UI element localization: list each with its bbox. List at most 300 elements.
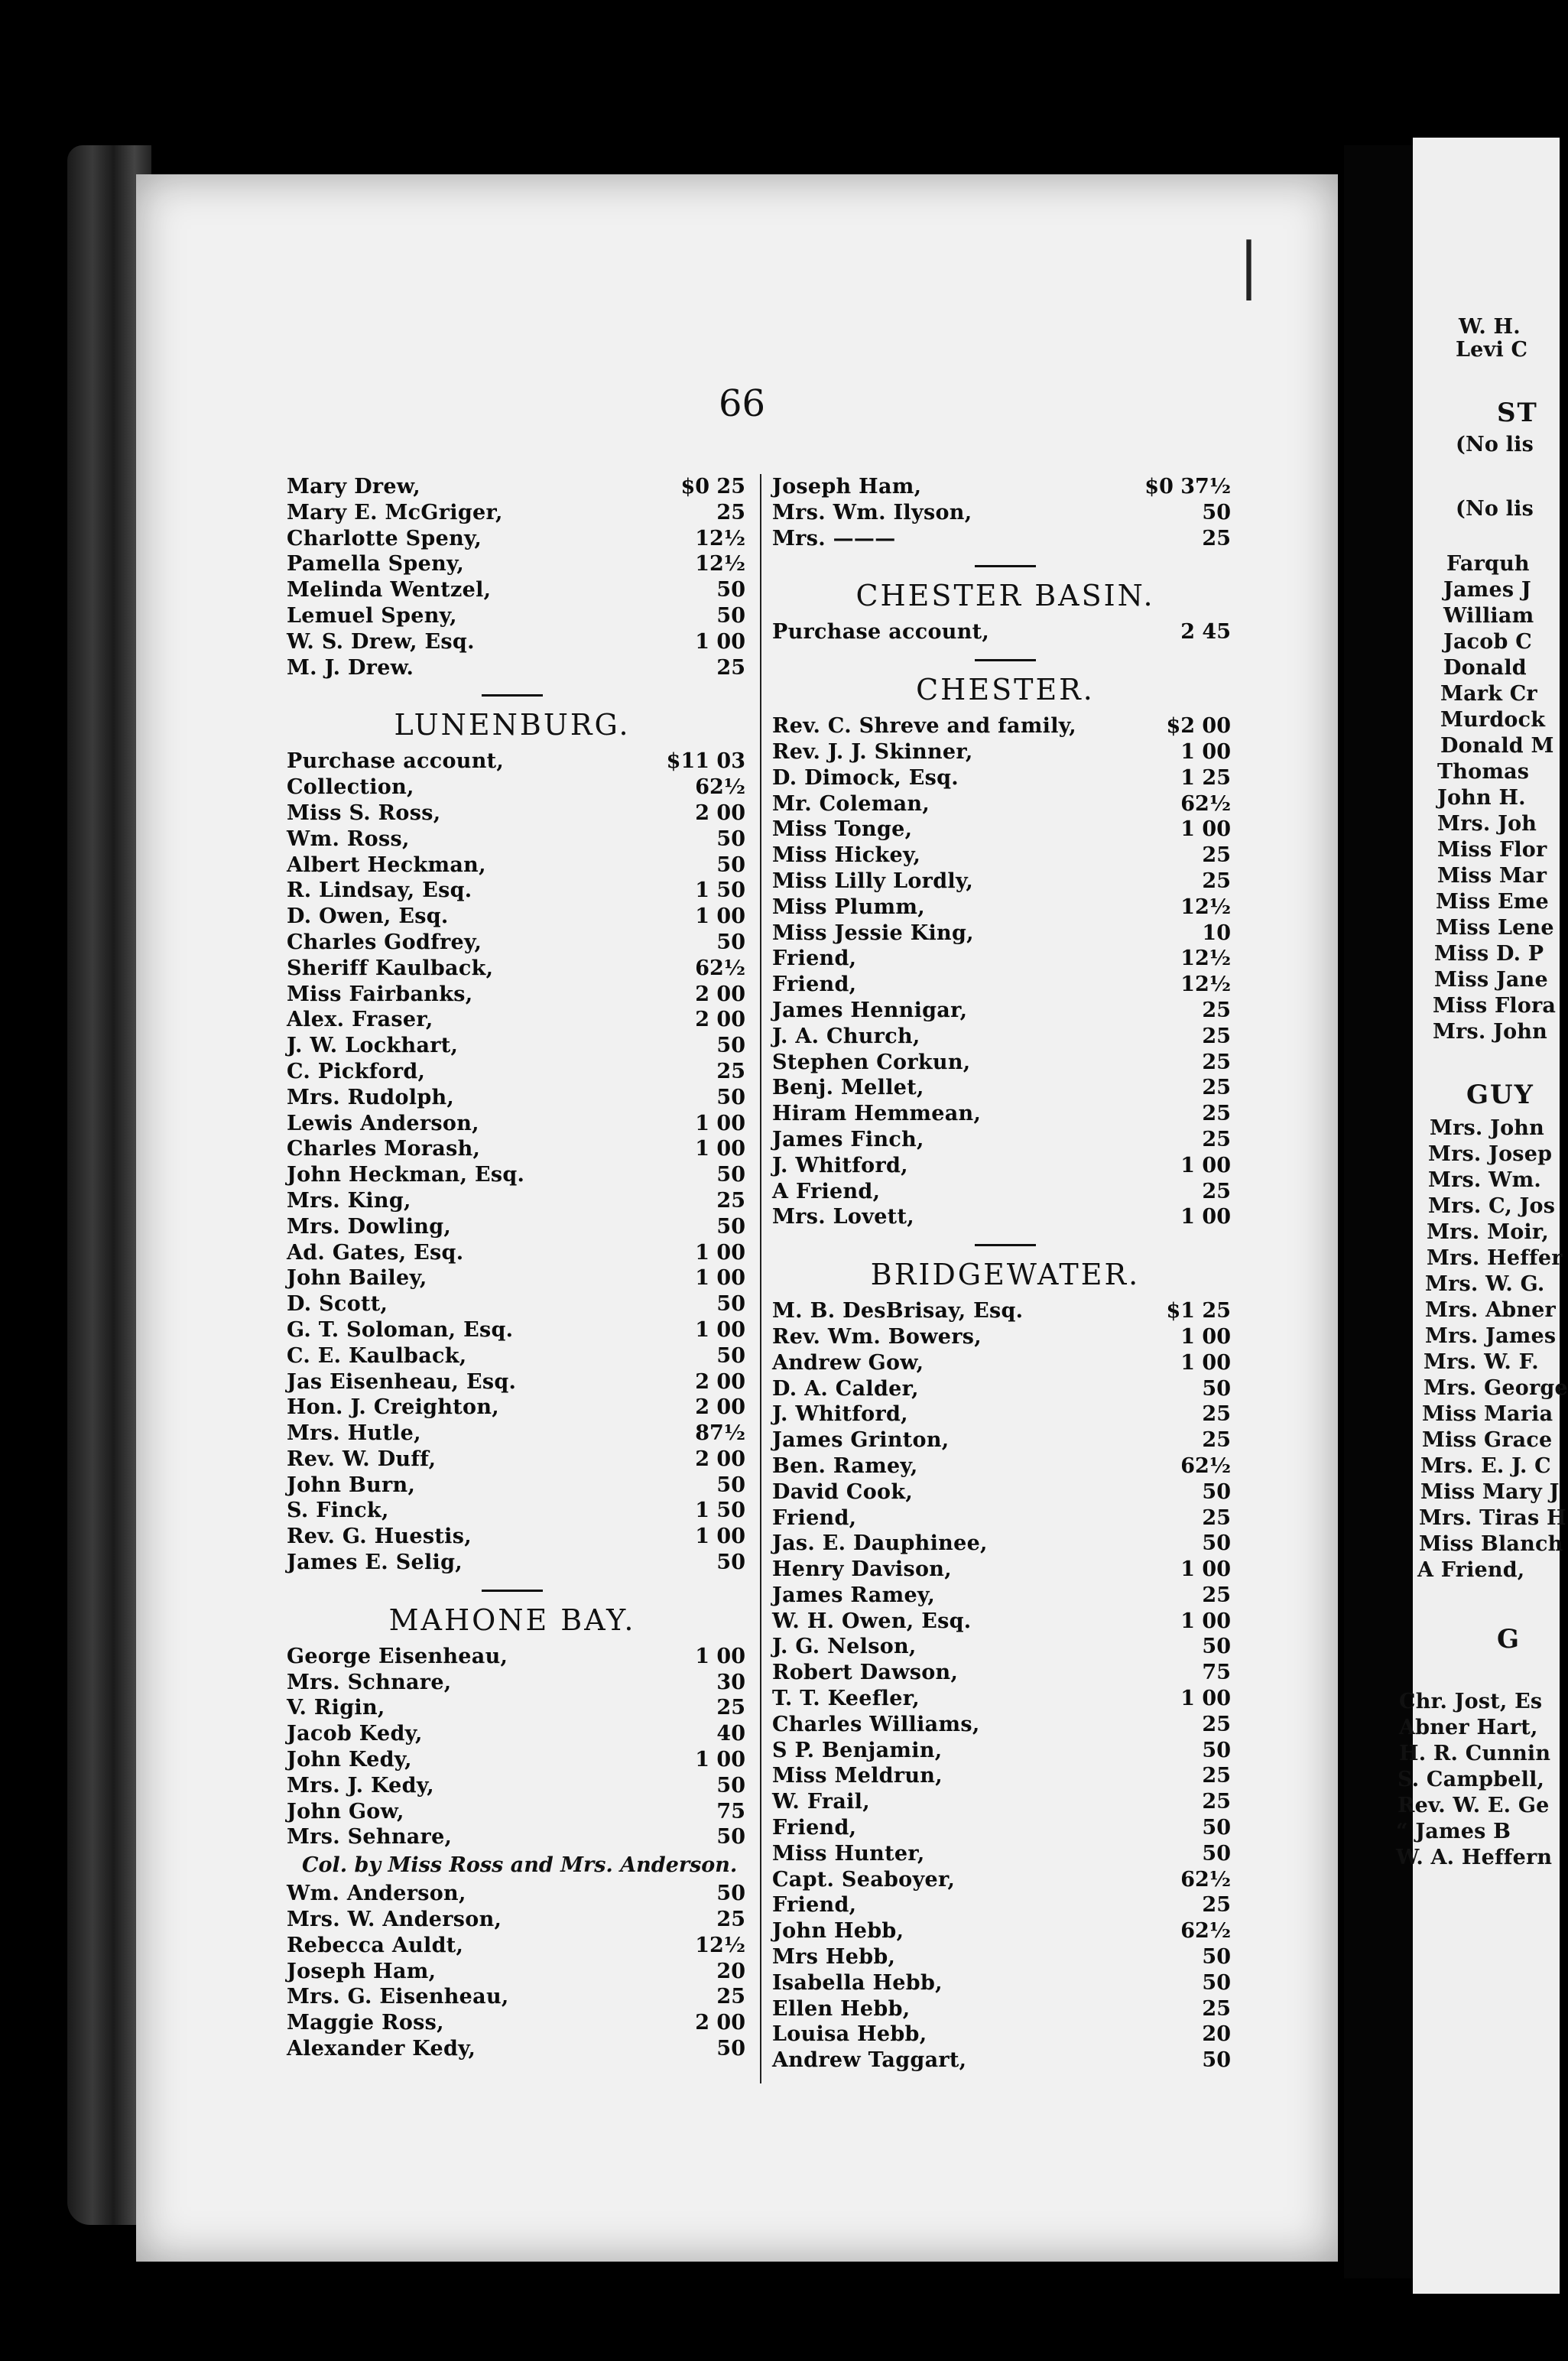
collection-subheading: Col. by Miss Ross and Mrs. Anderson. <box>302 1853 738 1878</box>
donor-name: John Gow, <box>287 1799 404 1824</box>
list-item <box>772 1075 1238 1101</box>
list-item <box>772 998 1238 1024</box>
donor-name: Ben. Ramey, <box>772 1453 918 1478</box>
list-item <box>287 1369 745 1395</box>
donation-amount: 25 <box>716 1908 745 1932</box>
facing-page-line: Miss Eme <box>1436 890 1549 914</box>
donation-amount: 20 <box>716 1959 745 1983</box>
list-item <box>772 972 1238 998</box>
donation-amount: 1 00 <box>695 904 745 929</box>
donation-amount: 1 00 <box>695 1111 745 1135</box>
list-item <box>772 843 1238 869</box>
donor-name: Joseph Ham, <box>287 1959 437 1983</box>
list-item <box>287 1111 745 1137</box>
donation-amount: 40 <box>716 1722 745 1746</box>
facing-page-line: W. H. <box>1459 315 1521 339</box>
donor-name: James Hennigar, <box>772 998 968 1022</box>
list-item <box>772 1738 1238 1764</box>
donation-amount: 25 <box>1202 1179 1231 1203</box>
donation-amount: 25 <box>1202 1076 1231 1100</box>
facing-page-line: Thomas <box>1437 760 1530 784</box>
donation-amount: 25 <box>1202 1583 1231 1607</box>
donor-name: Mrs. Rudolph, <box>287 1085 455 1109</box>
donation-amount: 12½ <box>1180 973 1231 997</box>
donation-amount: 1 00 <box>1180 1687 1231 1711</box>
donor-name: D. A. Calder, <box>772 1376 919 1401</box>
donor-name: John Hebb, <box>772 1919 904 1944</box>
facing-page-line: Mrs. Moir, <box>1427 1220 1549 1244</box>
donation-amount: 2 00 <box>695 1395 745 1420</box>
donation-amount: $11 03 <box>666 749 745 774</box>
list-item <box>772 1127 1238 1153</box>
donation-amount: 1 00 <box>695 629 745 654</box>
donor-name: S. Finck, <box>287 1499 389 1523</box>
list-item <box>772 817 1238 843</box>
list-item <box>772 1298 1238 1324</box>
donor-name: Robert Dawson, <box>772 1661 959 1685</box>
donor-name: Jacob Kedy, <box>287 1722 423 1746</box>
donation-amount: 25 <box>1202 1764 1231 1788</box>
donor-name: Mr. Coleman, <box>772 791 930 816</box>
donation-amount: 25 <box>1202 1790 1231 1814</box>
list-item <box>287 904 745 930</box>
list-item <box>287 930 745 956</box>
donation-amount: 25 <box>1202 1996 1231 2021</box>
list-item <box>772 895 1238 921</box>
donor-name: Isabella Hebb, <box>772 1970 943 1995</box>
donor-name: W. H. Owen, Esq. <box>772 1609 972 1633</box>
donor-name: Mrs. Schnare, <box>287 1670 452 1694</box>
donor-name: Mrs. Dowling, <box>287 1214 452 1239</box>
facing-page-line: Miss Flor <box>1437 838 1547 862</box>
list-item <box>772 739 1238 765</box>
donor-name: Friend, <box>772 1505 857 1530</box>
list-item <box>772 869 1238 895</box>
facing-page-line: Abner Hart, <box>1399 1716 1538 1739</box>
donor-name: J. Whitford, <box>772 1402 908 1427</box>
donor-name: G. T. Soloman, Esq. <box>287 1317 514 1342</box>
list-item <box>287 801 745 827</box>
donor-name: Benj. Mellet, <box>772 1076 924 1100</box>
list-item <box>287 1059 745 1085</box>
donation-amount: 25 <box>1202 998 1231 1022</box>
donor-name: Capt. Seaboyer, <box>772 1867 956 1892</box>
donor-name: Albert Heckman, <box>287 852 486 877</box>
donation-amount: 75 <box>716 1799 745 1824</box>
left-column <box>287 474 745 2062</box>
donation-amount: 1 00 <box>695 1137 745 1161</box>
donation-amount: 50 <box>1202 1841 1231 1866</box>
donor-name: J. A. Church, <box>772 1024 920 1048</box>
donation-amount: 1 00 <box>695 1748 745 1772</box>
list-item <box>287 1240 745 1266</box>
list-item <box>287 1265 745 1291</box>
donor-name: John Bailey, <box>287 1266 427 1291</box>
list-item <box>287 629 745 655</box>
donation-amount: 12½ <box>1180 895 1231 919</box>
donation-amount: 50 <box>716 578 745 602</box>
facing-page-line: Miss Maria <box>1422 1402 1553 1426</box>
list-item <box>772 1996 1238 2022</box>
list-item <box>287 1421 745 1447</box>
facing-page-line: Miss Blanch <box>1419 1532 1563 1556</box>
donation-amount: 1 00 <box>1180 1324 1231 1349</box>
donor-name: Melinda Wentzel, <box>287 578 492 602</box>
list-item <box>287 1644 745 1670</box>
donor-name: M. B. DesBrisay, Esq. <box>772 1299 1024 1323</box>
donation-amount: 25 <box>716 1696 745 1720</box>
list-item <box>287 655 745 681</box>
list-item <box>772 713 1238 739</box>
donor-name: Miss Plumm, <box>772 895 925 919</box>
list-item <box>772 1204 1238 1230</box>
facing-page-line: Chr. Jost, Es <box>1399 1690 1543 1713</box>
list-item <box>772 2048 1238 2074</box>
list-item <box>287 1824 745 1850</box>
donor-name: T. T. Keefler, <box>772 1687 920 1711</box>
column-divider <box>760 474 761 2083</box>
donation-amount: 1 00 <box>1180 1153 1231 1177</box>
donor-name: Andrew Taggart, <box>772 2048 967 2073</box>
donor-name: James Ramey, <box>772 1583 936 1607</box>
facing-page-line: Mark Cr <box>1440 682 1537 706</box>
donor-name: Mrs Hebb, <box>772 1945 896 1970</box>
donation-amount: 50 <box>716 852 745 877</box>
list-item <box>287 1188 745 1214</box>
donation-amount: 1 50 <box>695 878 745 903</box>
donor-name: J. Whitford, <box>772 1153 908 1177</box>
facing-page-line: Donald <box>1443 656 1527 680</box>
donor-name: Charles Morash, <box>287 1137 481 1161</box>
donation-amount: 50 <box>1202 1816 1231 1840</box>
donation-amount: 25 <box>716 1188 745 1213</box>
donation-amount: 50 <box>716 1292 745 1317</box>
list-item <box>287 1214 745 1240</box>
donation-amount: 50 <box>716 1551 745 1575</box>
donation-amount: 1 00 <box>1180 1350 1231 1375</box>
list-item <box>772 1479 1238 1505</box>
donor-name: Mary Drew, <box>287 475 420 499</box>
donation-amount: 1 00 <box>695 1644 745 1668</box>
donation-amount: 50 <box>716 1773 745 1798</box>
donor-name: Henry Davison, <box>772 1557 952 1582</box>
list-item <box>287 1498 745 1524</box>
list-item <box>772 474 1238 500</box>
list-item <box>287 956 745 982</box>
facing-page-line: Mrs. John <box>1433 1020 1547 1044</box>
donor-name: D. Dimock, Esq. <box>772 765 959 790</box>
donor-name: Mrs. Hutle, <box>287 1421 421 1446</box>
donor-name: M. J. Drew. <box>287 655 414 680</box>
donation-amount: 50 <box>1202 1531 1231 1556</box>
facing-page-line: Murdock <box>1440 708 1546 732</box>
section-heading: MAHONE BAY. <box>388 1603 636 1637</box>
list-item <box>287 775 745 801</box>
donation-amount: 25 <box>1202 1102 1231 1126</box>
donation-amount: 2 00 <box>695 1008 745 1032</box>
donation-amount: 87½ <box>695 1421 745 1446</box>
list-item <box>287 878 745 904</box>
facing-page-line: Miss Mary J <box>1420 1480 1560 1504</box>
donation-amount: 1 00 <box>695 1525 745 1549</box>
donation-amount: 50 <box>716 1343 745 1368</box>
scan-mark: | <box>1238 229 1259 300</box>
list-item <box>772 1179 1238 1205</box>
list-item <box>772 1583 1238 1609</box>
donation-amount: 1 50 <box>695 1499 745 1523</box>
donor-name: John Kedy, <box>287 1748 412 1772</box>
donation-amount: 50 <box>716 1473 745 1497</box>
donation-amount: 50 <box>716 827 745 851</box>
donor-name: Collection, <box>287 775 414 800</box>
list-item <box>772 1841 1238 1867</box>
donation-amount: 50 <box>1202 1376 1231 1401</box>
list-item <box>287 1291 745 1317</box>
facing-page-line: James J <box>1443 578 1531 602</box>
list-item <box>772 1609 1238 1635</box>
donation-amount: 10 <box>1202 921 1231 945</box>
list-item <box>772 1634 1238 1660</box>
donation-amount: 50 <box>1202 2048 1231 2073</box>
list-item <box>287 1085 745 1111</box>
list-item <box>772 1505 1238 1531</box>
donor-name: Rev. Wm. Bowers, <box>772 1324 982 1349</box>
section-rule <box>975 659 1036 661</box>
list-item <box>772 1101 1238 1127</box>
list-item <box>772 791 1238 817</box>
donor-name: George Eisenheau, <box>287 1644 508 1668</box>
donor-name: Sheriff Kaulback, <box>287 956 494 980</box>
donor-name: Charlotte Speny, <box>287 526 482 550</box>
facing-page-line: Miss Grace <box>1422 1428 1553 1452</box>
donor-name: Ellen Hebb, <box>772 1996 911 2021</box>
donor-name: R. Lindsay, Esq. <box>287 878 472 903</box>
list-item <box>772 619 1238 645</box>
donor-name: Jas. E. Dauphinee, <box>772 1531 988 1556</box>
donation-amount: 2 00 <box>695 1447 745 1471</box>
donation-amount: 50 <box>1202 1945 1231 1970</box>
donor-name: Wm. Ross, <box>287 827 410 851</box>
page-number: 66 <box>719 382 766 425</box>
list-item <box>772 1815 1238 1841</box>
list-item <box>772 1892 1238 1918</box>
facing-page-heading: ST <box>1497 398 1538 428</box>
donor-name: Lewis Anderson, <box>287 1111 479 1135</box>
list-item <box>287 577 745 603</box>
donation-amount: 25 <box>1202 1893 1231 1918</box>
donation-amount: 25 <box>1202 843 1231 868</box>
facing-page-line: W. A. Heffern <box>1396 1846 1553 1869</box>
page-gutter <box>1344 145 1413 2278</box>
list-item <box>772 1401 1238 1427</box>
donation-amount: 1 00 <box>695 1240 745 1265</box>
donor-name: Wm. Anderson, <box>287 1882 466 1906</box>
donation-amount: 62½ <box>695 775 745 800</box>
donation-amount: 62½ <box>1180 1919 1231 1944</box>
facing-page-line: Jacob C <box>1443 630 1532 654</box>
section-rule <box>482 694 543 697</box>
facing-page-line: Miss Lene <box>1436 916 1554 940</box>
donor-name: Friend, <box>772 1816 857 1840</box>
donor-name: Rev. J. J. Skinner, <box>772 739 973 764</box>
donor-name: Ad. Gates, Esq. <box>287 1240 464 1265</box>
list-item <box>772 1712 1238 1738</box>
donation-amount: 20 <box>1202 2022 1231 2047</box>
list-item <box>287 1524 745 1550</box>
list-item <box>287 1747 745 1773</box>
donation-amount: 2 00 <box>695 2011 745 2035</box>
donation-amount: 62½ <box>1180 1453 1231 1478</box>
donor-name: David Cook, <box>772 1479 914 1504</box>
donor-name: Charles Williams, <box>772 1712 980 1736</box>
list-item <box>287 551 745 577</box>
donor-name: Stephen Corkun, <box>772 1050 971 1074</box>
donation-amount: 1 00 <box>695 1266 745 1291</box>
donation-amount: 50 <box>1202 1479 1231 1504</box>
facing-page-line: Mrs. George <box>1424 1376 1568 1400</box>
donation-amount: 25 <box>1202 1402 1231 1427</box>
donation-amount: $0 37½ <box>1144 475 1231 499</box>
donor-name: Rev. G. Huestis, <box>287 1525 472 1549</box>
facing-page-line: Rev. W. E. Ge <box>1398 1794 1550 1817</box>
donor-name: Miss Tonge, <box>772 817 913 842</box>
facing-page-line: John H. <box>1437 786 1526 810</box>
donor-name: Friend, <box>772 947 857 971</box>
donor-name: Lemuel Speny, <box>287 603 457 628</box>
donor-name: Miss Fairbanks, <box>287 982 473 1006</box>
list-item <box>287 1907 745 1933</box>
donor-name: Mrs. Lovett, <box>772 1205 914 1229</box>
list-item <box>772 1557 1238 1583</box>
list-item <box>772 526 1238 552</box>
donation-amount: 2 00 <box>695 982 745 1006</box>
donor-name: Mrs. G. Eisenheau, <box>287 1985 509 2009</box>
donation-amount: 50 <box>1202 1970 1231 1995</box>
donation-amount: 50 <box>1202 500 1231 524</box>
donation-amount: $2 00 <box>1166 714 1231 739</box>
list-item <box>287 526 745 552</box>
facing-page-line: Miss Mar <box>1437 864 1547 888</box>
donation-amount: 1 00 <box>1180 739 1231 764</box>
list-item <box>772 1427 1238 1453</box>
list-item <box>772 921 1238 947</box>
list-item <box>287 982 745 1008</box>
list-item <box>287 1473 745 1499</box>
donor-name: Friend, <box>772 1893 857 1918</box>
donor-name: Hon. J. Creighton, <box>287 1395 499 1420</box>
facing-page-line: H. R. Cunnin <box>1399 1742 1551 1765</box>
donor-name: Alex. Fraser, <box>287 1008 433 1032</box>
donor-name: Mrs. W. Anderson, <box>287 1908 502 1932</box>
donation-amount: $0 25 <box>680 475 745 499</box>
facing-page-line: Mrs. Heffer <box>1427 1246 1563 1270</box>
donor-name: James Finch, <box>772 1127 924 1151</box>
donation-amount: 50 <box>716 1034 745 1058</box>
list-item <box>287 1721 745 1747</box>
right-column <box>772 474 1238 2074</box>
donor-name: James E. Selig, <box>287 1551 463 1575</box>
list-item <box>287 1007 745 1033</box>
donation-amount: 12½ <box>695 526 745 550</box>
list-item <box>287 1343 745 1369</box>
donation-amount: 50 <box>716 1825 745 1850</box>
donation-amount: 62½ <box>1180 791 1231 816</box>
donation-amount: 62½ <box>695 956 745 980</box>
donation-amount: 50 <box>716 603 745 628</box>
donor-name: Friend, <box>772 973 857 997</box>
donation-amount: 25 <box>1202 1428 1231 1453</box>
donation-amount: 50 <box>716 1882 745 1906</box>
facing-page-line: Levi C <box>1456 338 1528 362</box>
facing-page-line: A Friend, <box>1417 1558 1525 1582</box>
list-item <box>287 852 745 878</box>
list-item <box>772 1050 1238 1076</box>
donor-name: James Grinton, <box>772 1428 950 1453</box>
facing-page <box>1396 138 1568 2294</box>
facing-page-line: Mrs. James <box>1425 1324 1557 1348</box>
donor-name: Rev. W. Duff, <box>287 1447 437 1471</box>
list-item <box>772 1763 1238 1789</box>
donation-amount: 12½ <box>695 552 745 576</box>
facing-page-heading: G <box>1497 1624 1521 1655</box>
section-rule <box>975 565 1036 567</box>
list-item <box>772 1686 1238 1712</box>
list-item <box>287 1695 745 1721</box>
donor-name: C. E. Kaulback, <box>287 1343 467 1368</box>
list-item <box>772 1531 1238 1557</box>
donation-amount: 25 <box>1202 1127 1231 1151</box>
donor-name: John Burn, <box>287 1473 416 1497</box>
facing-page-heading: GUY <box>1466 1080 1534 1110</box>
donation-amount: 2 00 <box>695 1369 745 1394</box>
donor-name: W. Frail, <box>772 1790 870 1814</box>
list-item <box>772 946 1238 972</box>
list-item <box>772 1660 1238 1686</box>
donor-name: C. Pickford, <box>287 1059 426 1083</box>
donation-amount: 25 <box>716 1985 745 2009</box>
donor-name: Andrew Gow, <box>772 1350 924 1375</box>
list-item <box>287 1933 745 1959</box>
donation-amount: 12½ <box>695 1933 745 1957</box>
facing-page-line: Mrs. W. F. <box>1424 1350 1539 1374</box>
facing-page-line: Mrs. Joh <box>1437 812 1537 836</box>
donation-amount: 25 <box>1202 1024 1231 1048</box>
facing-page-line: S. Campbell, <box>1398 1768 1545 1791</box>
donor-name: W. S. Drew, Esq. <box>287 629 475 654</box>
donor-name: Miss Meldrun, <box>772 1764 943 1788</box>
facing-page-line: Miss D. P <box>1434 942 1544 966</box>
section-rule <box>975 1244 1036 1246</box>
donation-amount: 1 00 <box>1180 1205 1231 1229</box>
donation-amount: 12½ <box>1180 947 1231 971</box>
list-item <box>772 1918 1238 1944</box>
donor-name: Rev. C. Shreve and family, <box>772 714 1076 739</box>
donor-name: Charles Godfrey, <box>287 930 482 954</box>
donor-name: Mrs. King, <box>287 1188 411 1213</box>
donor-name: Mrs. J. Kedy, <box>287 1773 434 1798</box>
list-item <box>287 603 745 629</box>
donation-amount: 25 <box>1202 869 1231 893</box>
list-item <box>772 1867 1238 1893</box>
donor-name: Pamella Speny, <box>287 552 465 576</box>
list-item <box>287 1550 745 1576</box>
list-item <box>287 1136 745 1162</box>
donor-name: Miss Hunter, <box>772 1841 925 1866</box>
donation-amount: 25 <box>716 500 745 524</box>
donation-amount: 1 25 <box>1180 765 1231 790</box>
donor-name: Mary E. McGriger, <box>287 500 503 524</box>
donation-amount: 25 <box>1202 526 1231 550</box>
